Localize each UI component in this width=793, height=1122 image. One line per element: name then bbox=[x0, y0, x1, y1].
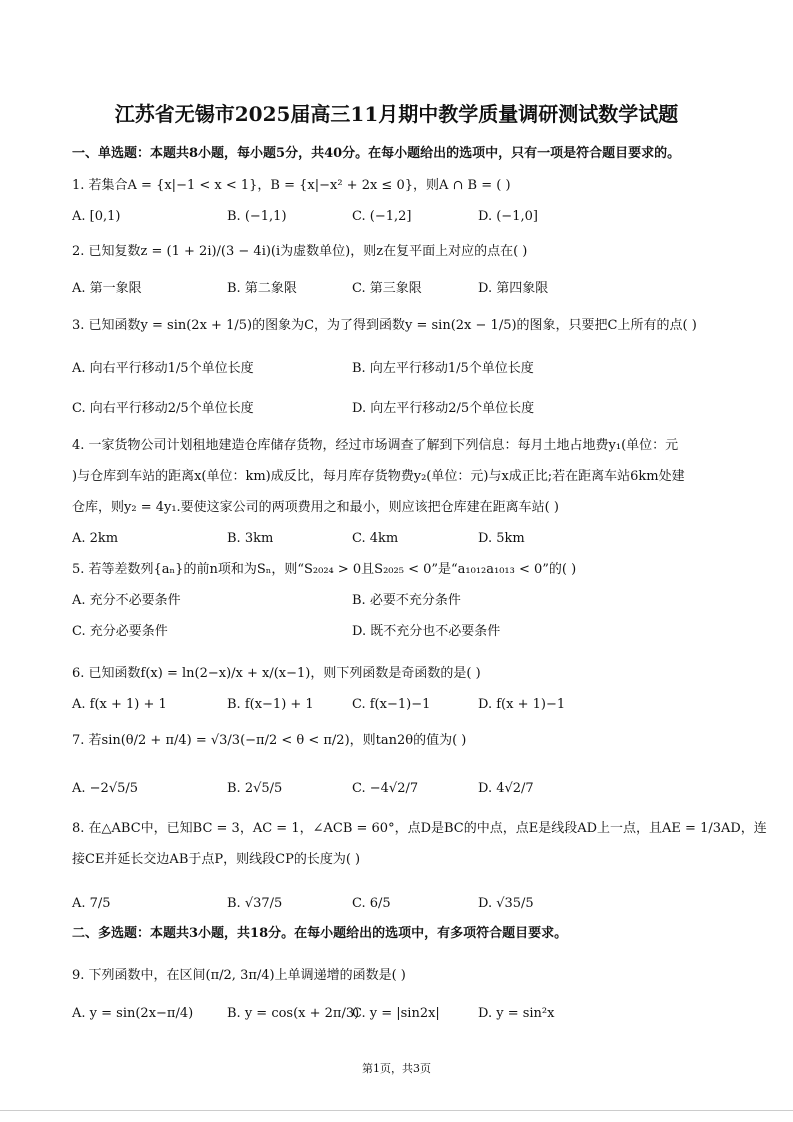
question-9-option-a: A. y = sin(2x−π/4) bbox=[72, 1006, 194, 1021]
question-8-option-a: A. 7/5 bbox=[72, 896, 111, 911]
question-9-stem: 9. 下列函数中，在区间(π/2, 3π/4)上单调递增的函数是( ) bbox=[72, 968, 406, 983]
section-heading-single-choice: 一、单选题：本题共8小题，每小题5分，共40分。在每小题给出的选项中，只有一项是符合题目要求的。 bbox=[72, 146, 681, 161]
question-2-option-a: A. 第一象限 bbox=[72, 281, 142, 296]
question-2-option-b: B. 第二象限 bbox=[227, 281, 297, 296]
question-8-option-d: D. √35/5 bbox=[478, 896, 534, 911]
question-8-option-c: C. 6/5 bbox=[352, 896, 391, 911]
section-heading-multi-choice: 二、多选题：本题共3小题，共18分。在每小题给出的选项中，有多项符合题目要求。 bbox=[72, 926, 568, 941]
question-3-option-a: A. 向右平行移动1/5个单位长度 bbox=[72, 361, 254, 376]
question-8-line-2: 接CE并延长交边AB于点P，则线段CP的长度为( ) bbox=[72, 852, 361, 867]
question-8-line-1: 8. 在△ABC中，已知BC = 3，AC = 1，∠ACB = 60°，点D是BC的中点，点E是线段AD上一点，且AE = 1/3AD，连 bbox=[72, 821, 767, 836]
page-bottom-divider bbox=[0, 1110, 793, 1111]
page-footer: 第1页，共3页 bbox=[362, 1062, 431, 1075]
question-5-option-a: A. 充分不必要条件 bbox=[72, 593, 181, 608]
question-9-option-b: B. y = cos(x + 2π/3) bbox=[227, 1006, 360, 1021]
question-5-option-b: B. 必要不充分条件 bbox=[352, 593, 461, 608]
question-7-option-a: A. −2√5/5 bbox=[72, 781, 139, 796]
question-5-stem: 5. 若等差数列{aₙ}的前n项和为Sₙ，则“S₂₀₂₄ > 0且S₂₀₂₅ < 0”是“a₁₀₁₂a₁₀₁₃ < 0”的( ) bbox=[72, 562, 577, 577]
question-3-option-b: B. 向左平行移动1/5个单位长度 bbox=[352, 361, 534, 376]
question-4-option-c: C. 4km bbox=[352, 531, 399, 546]
question-7-stem: 7. 若sin(θ/2 + π/4) = √3/3(−π/2 < θ < π/2)，则tan2θ的值为( ) bbox=[72, 733, 467, 748]
question-9-option-c: C. y = |sin2x| bbox=[352, 1006, 440, 1021]
question-6-option-d: D. f(x + 1)−1 bbox=[478, 697, 566, 712]
question-3-option-d: D. 向左平行移动2/5个单位长度 bbox=[352, 401, 535, 416]
question-4-line-2: )与仓库到车站的距离x(单位：km)成反比，每月库存货物费y₂(单位：元)与x成正比;若在距离车站6km处建 bbox=[72, 469, 685, 484]
question-2-option-c: C. 第三象限 bbox=[352, 281, 422, 296]
question-3-stem: 3. 已知函数y = sin(2x + 1/5)的图象为C，为了得到函数y = sin(2x − 1/5)的图象，只要把C上所有的点( ) bbox=[72, 318, 697, 333]
question-6-option-a: A. f(x + 1) + 1 bbox=[72, 697, 167, 712]
question-7-option-c: C. −4√2/7 bbox=[352, 781, 419, 796]
question-9-option-d: D. y = sin²x bbox=[478, 1006, 555, 1021]
question-8-option-b: B. √37/5 bbox=[227, 896, 283, 911]
page-title: 江苏省无锡市2025届高三11月期中教学质量调研测试数学试题 bbox=[114, 102, 679, 126]
question-7-option-d: D. 4√2/7 bbox=[478, 781, 534, 796]
question-6-stem: 6. 已知函数f(x) = ln(2−x)/x + x/(x−1)，则下列函数是奇函数的是( ) bbox=[72, 666, 481, 681]
question-1-option-b: B. (−1,1) bbox=[227, 209, 287, 224]
question-7-option-b: B. 2√5/5 bbox=[227, 781, 283, 796]
question-4-option-a: A. 2km bbox=[72, 531, 119, 546]
question-2-option-d: D. 第四象限 bbox=[478, 281, 549, 296]
question-1-stem: 1. 若集合A = {x|−1 < x < 1}，B = {x|−x² + 2x ≤ 0}，则A ∩ B = ( ) bbox=[72, 178, 511, 193]
question-1-option-d: D. (−1,0] bbox=[478, 209, 538, 224]
question-4-line-1: 4. 一家货物公司计划租地建造仓库储存货物，经过市场调查了解到下列信息：每月土地占地费y₁(单位：元 bbox=[72, 438, 679, 453]
question-2-stem: 2. 已知复数z = (1 + 2i)/(3 − 4i)(i为虚数单位)，则z在复平面上对应的点在( ) bbox=[72, 244, 528, 259]
question-6-option-b: B. f(x−1) + 1 bbox=[227, 697, 314, 712]
question-6-option-c: C. f(x−1)−1 bbox=[352, 697, 431, 712]
question-4-line-3: 仓库，则y₂ = 4y₁.要使这家公司的两项费用之和最小，则应该把仓库建在距离车站( ) bbox=[72, 500, 559, 515]
question-3-option-c: C. 向右平行移动2/5个单位长度 bbox=[72, 401, 254, 416]
question-5-option-c: C. 充分必要条件 bbox=[72, 624, 168, 639]
question-4-option-b: B. 3km bbox=[227, 531, 274, 546]
question-1-option-a: A. [0,1) bbox=[72, 209, 121, 224]
question-5-option-d: D. 既不充分也不必要条件 bbox=[352, 624, 501, 639]
question-1-option-c: C. (−1,2] bbox=[352, 209, 412, 224]
question-4-option-d: D. 5km bbox=[478, 531, 525, 546]
